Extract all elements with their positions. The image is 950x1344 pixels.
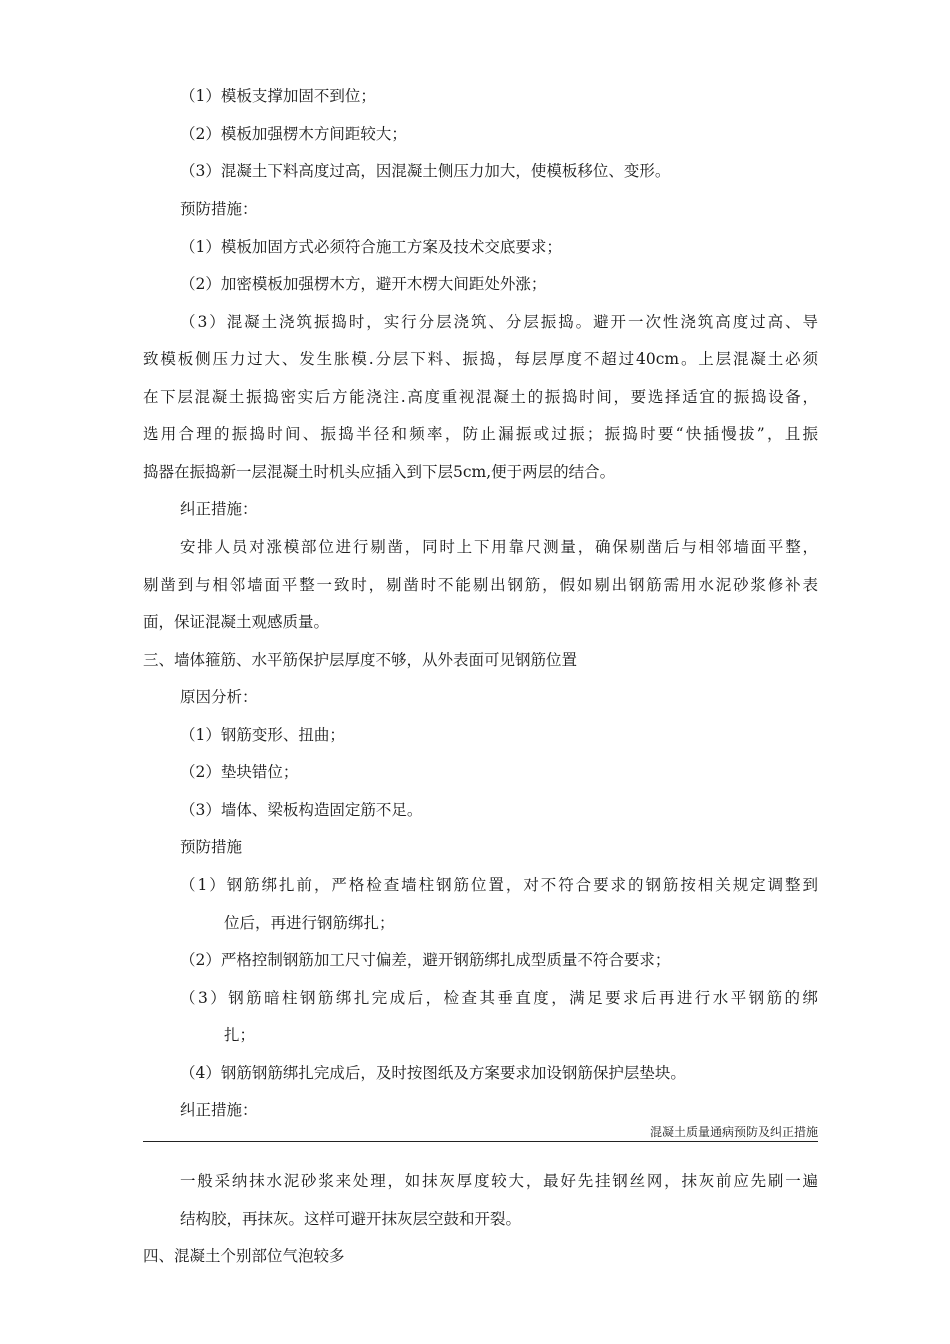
s3-prevention-item-1-line-1: （1）钢筋绑扎前，严格检查墙柱钢筋位置，对不符合要求的钢筋按相关规定调整到 (180, 876, 818, 894)
s3-prevention-item-4: （4）钢筋钢筋绑扎完成后，及时按图纸及方案要求加设钢筋保护层垫块。 (180, 1064, 686, 1082)
prevention-item-3-line-3: 在下层混凝土振捣密实后方能浇注.高度重视混凝土的振捣时间，要选择适宜的振捣设备， (143, 388, 818, 406)
s3-cause-item-2: （2）垫块错位； (180, 763, 299, 781)
cause-item-2: （2）模板加强楞木方间距较大； (180, 125, 407, 143)
s3-prevention-item-1-line-2: 位后，再进行钢筋绑扎； (224, 914, 395, 932)
section-four-heading: 四、混凝土个别部位气泡较多 (143, 1247, 345, 1265)
correction-heading: 纠正措施： (180, 500, 258, 518)
correction-paragraph-line-1: 安排人员对涨模部位进行剔凿，同时上下用靠尺测量，确保剔凿后与相邻墙面平整， (180, 538, 818, 556)
s3-correction-heading: 纠正措施： (180, 1101, 258, 1119)
prevention-item-3-line-5: 捣器在振捣新一层混凝土时机头应插入到下层5cm,便于两层的结合。 (143, 463, 616, 481)
cause-analysis-heading: 原因分析： (180, 688, 258, 706)
s3-prevention-heading: 预防措施 (180, 838, 243, 856)
prevention-item-1: （1）模板加固方式必须符合施工方案及技术交底要求； (180, 238, 562, 256)
s3-cause-item-3: （3）墙体、梁板构造固定筋不足。 (180, 801, 423, 819)
s3-cause-item-1: （1）钢筋变形、扭曲； (180, 726, 345, 744)
prevention-item-2: （2）加密模板加强楞木方，避开木楞大间距处外涨； (180, 275, 547, 293)
correction-paragraph-line-3: 面，保证混凝土观感质量。 (143, 613, 330, 631)
s3-correction-line-1: 一般采纳抹水泥砂浆来处理，如抹灰厚度较大，最好先挂钢丝网，抹灰前应先刷一遍 (180, 1172, 818, 1190)
prevention-heading: 预防措施： (180, 200, 258, 218)
cause-item-1: （1）模板支撑加固不到位； (180, 87, 376, 105)
prevention-item-3-line-4: 选用合理的振捣时间、振捣半径和频率，防止漏振或过振；振捣时要“快插慢拔”，且振 (143, 425, 818, 443)
footer-divider (143, 1141, 818, 1142)
cause-item-3: （3）混凝土下料高度过高，因混凝土侧压力加大，使模板移位、变形。 (180, 162, 671, 180)
page-footer-title: 混凝土质量通病预防及纠正措施 (649, 1125, 818, 1139)
prevention-item-3-line-1: （3）混凝土浇筑振捣时，实行分层浇筑、分层振捣。避开一次性浇筑高度过高、导 (180, 313, 818, 331)
s3-prevention-item-3-line-1: （3）钢筋暗柱钢筋绑扎完成后，检查其垂直度，满足要求后再进行水平钢筋的绑 (180, 989, 818, 1007)
section-three-heading: 三、墙体箍筋、水平筋保护层厚度不够，从外表面可见钢筋位置 (143, 651, 578, 669)
correction-paragraph-line-2: 剔凿到与相邻墙面平整一致时，剔凿时不能剔出钢筋，假如剔出钢筋需用水泥砂浆修补表 (143, 576, 818, 594)
s3-prevention-item-2: （2）严格控制钢筋加工尺寸偏差，避开钢筋绑扎成型质量不符合要求； (180, 951, 671, 969)
s3-prevention-item-3-line-2: 扎； (224, 1026, 256, 1044)
prevention-item-3-line-2: 致模板侧压力过大、发生胀模.分层下料、振捣，每层厚度不超过40cm。上层混凝土必须 (143, 350, 818, 368)
s3-correction-line-2: 结构胶，再抹灰。这样可避开抹灰层空鼓和开裂。 (180, 1210, 522, 1228)
